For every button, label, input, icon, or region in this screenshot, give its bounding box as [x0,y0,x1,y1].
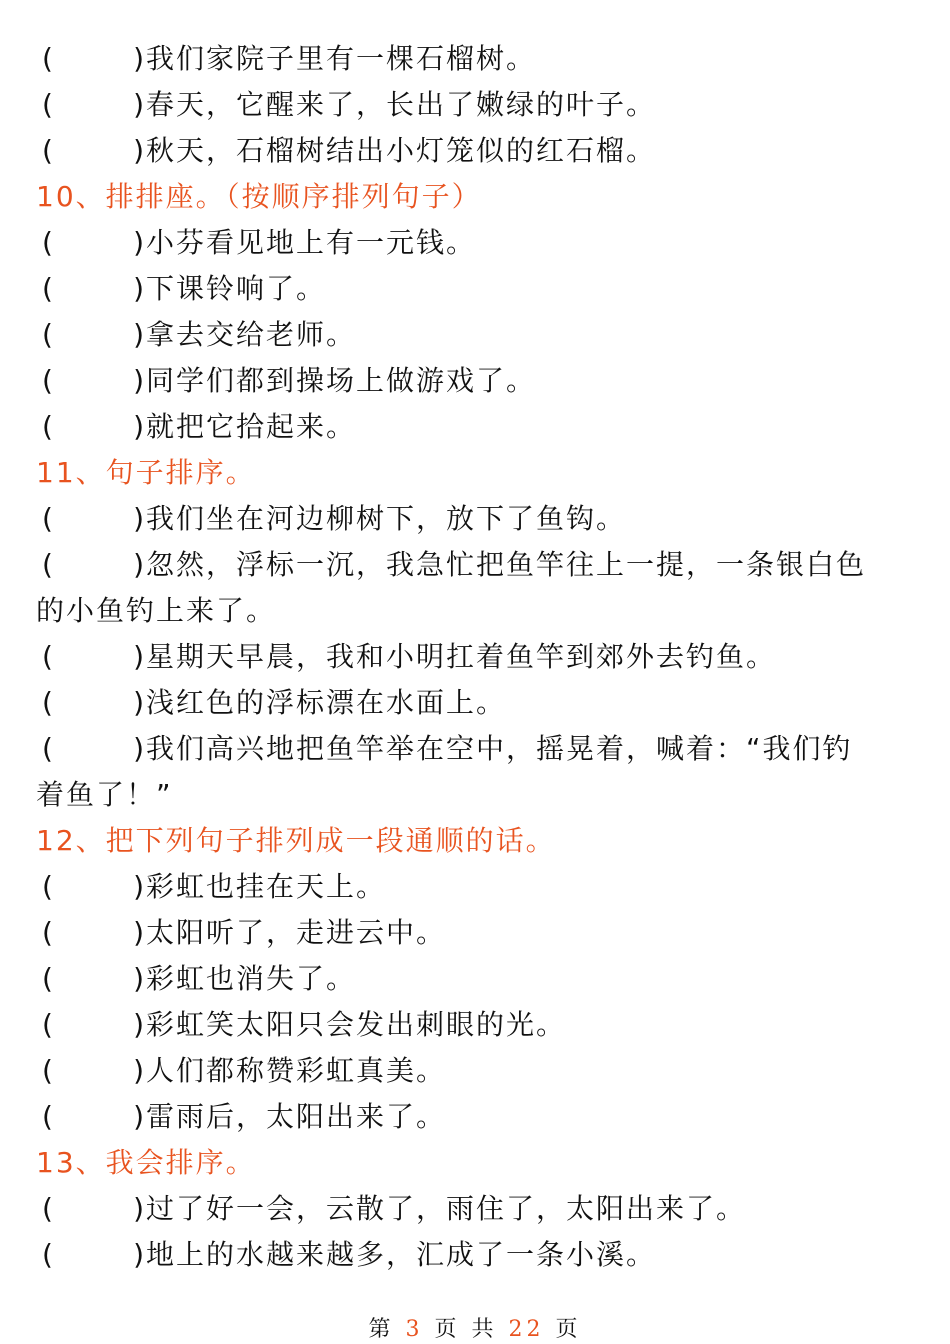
sentence-continuation: 的小鱼钓上来了。 [36,594,277,627]
sentence-text: 我们高兴地把鱼竿举在空中，摇晃着，喊着：“我们钓 [146,732,853,765]
sentence-text: 浅红色的浮标漂在水面上。 [146,686,507,719]
list-item [36,36,916,82]
answer-blank[interactable]: ( ) [42,686,146,719]
answer-blank[interactable]: ( ) [42,870,146,903]
sentence-text: 同学们都到操场上做游戏了。 [146,364,537,397]
list-item [36,312,916,358]
page-footer [0,1312,950,1343]
sentence-text: 雷雨后，太阳出来了。 [146,1100,447,1133]
list-item [36,358,916,404]
sentence-text: 彩虹也消失了。 [146,962,357,995]
worksheet-content [36,36,916,1278]
question-10-title: 10、排排座。（按顺序排列句子） [36,180,482,213]
answer-blank[interactable]: ( ) [42,1054,146,1087]
footer-suffix: 页 [555,1317,582,1342]
sentence-text: 我们家院子里有一棵石榴树。 [146,42,537,75]
sentence-text: 太阳听了，走进云中。 [146,916,447,949]
question-12-title: 12、把下列句子排列成一段通顺的话。 [36,824,556,857]
sentence-text: 人们都称赞彩虹真美。 [146,1054,447,1087]
sentence-text: 小芬看见地上有一元钱。 [146,226,477,259]
list-item [36,128,916,174]
list-item [36,266,916,312]
answer-blank[interactable]: ( ) [42,1008,146,1041]
list-item [36,82,916,128]
sentence-text: 下课铃响了。 [146,272,327,305]
footer-middle: 页 共 [434,1317,498,1342]
sentence-text: 忽然，浮标一沉，我急忙把鱼竿往上一提，一条银白色 [146,548,867,581]
list-item [36,1002,916,1048]
list-item [36,680,916,726]
sentence-text: 就把它拾起来。 [146,410,357,443]
answer-blank[interactable]: ( ) [42,318,146,351]
sentence-text: 彩虹也挂在天上。 [146,870,387,903]
sentence-text: 过了好一会，云散了，雨住了，太阳出来了。 [146,1192,747,1225]
footer-prefix: 第 [368,1317,395,1342]
current-page-number: 3 [405,1317,424,1342]
list-item [36,404,916,450]
answer-blank[interactable]: ( ) [42,916,146,949]
list-item [36,1232,916,1278]
answer-blank[interactable]: ( ) [42,364,146,397]
list-item [36,496,916,542]
answer-blank[interactable]: ( ) [42,502,146,535]
question-11-title: 11、句子排序。 [36,456,256,489]
list-item [36,1094,916,1140]
answer-blank[interactable]: ( ) [42,410,146,443]
sentence-text: 拿去交给老师。 [146,318,357,351]
list-item [36,864,916,910]
sentence-text: 星期天早晨，我和小明扛着鱼竿到郊外去钓鱼。 [146,640,777,673]
answer-blank[interactable]: ( ) [42,272,146,305]
answer-blank[interactable]: ( ) [42,1100,146,1133]
answer-blank[interactable]: ( ) [42,42,146,75]
list-item [36,634,916,680]
total-page-count: 22 [508,1317,545,1342]
sentence-text: 彩虹笑太阳只会发出刺眼的光。 [146,1008,567,1041]
answer-blank[interactable]: ( ) [42,962,146,995]
list-item [36,726,916,772]
list-item [36,542,916,588]
answer-blank[interactable]: ( ) [42,548,146,581]
list-item [36,956,916,1002]
answer-blank[interactable]: ( ) [42,640,146,673]
answer-blank[interactable]: ( ) [42,1192,146,1225]
answer-blank[interactable]: ( ) [42,1238,146,1271]
answer-blank[interactable]: ( ) [42,226,146,259]
sentence-text: 春天，它醒来了，长出了嫩绿的叶子。 [146,88,657,121]
sentence-text: 地上的水越来越多，汇成了一条小溪。 [146,1238,657,1271]
question-13-title: 13、我会排序。 [36,1146,256,1179]
list-item [36,910,916,956]
answer-blank[interactable]: ( ) [42,134,146,167]
answer-blank[interactable]: ( ) [42,732,146,765]
sentence-text: 我们坐在河边柳树下，放下了鱼钩。 [146,502,627,535]
list-item [36,220,916,266]
list-item [36,1048,916,1094]
answer-blank[interactable]: ( ) [42,88,146,121]
sentence-text: 秋天，石榴树结出小灯笼似的红石榴。 [146,134,657,167]
sentence-continuation: 着鱼了！” [36,778,173,811]
list-item [36,1186,916,1232]
